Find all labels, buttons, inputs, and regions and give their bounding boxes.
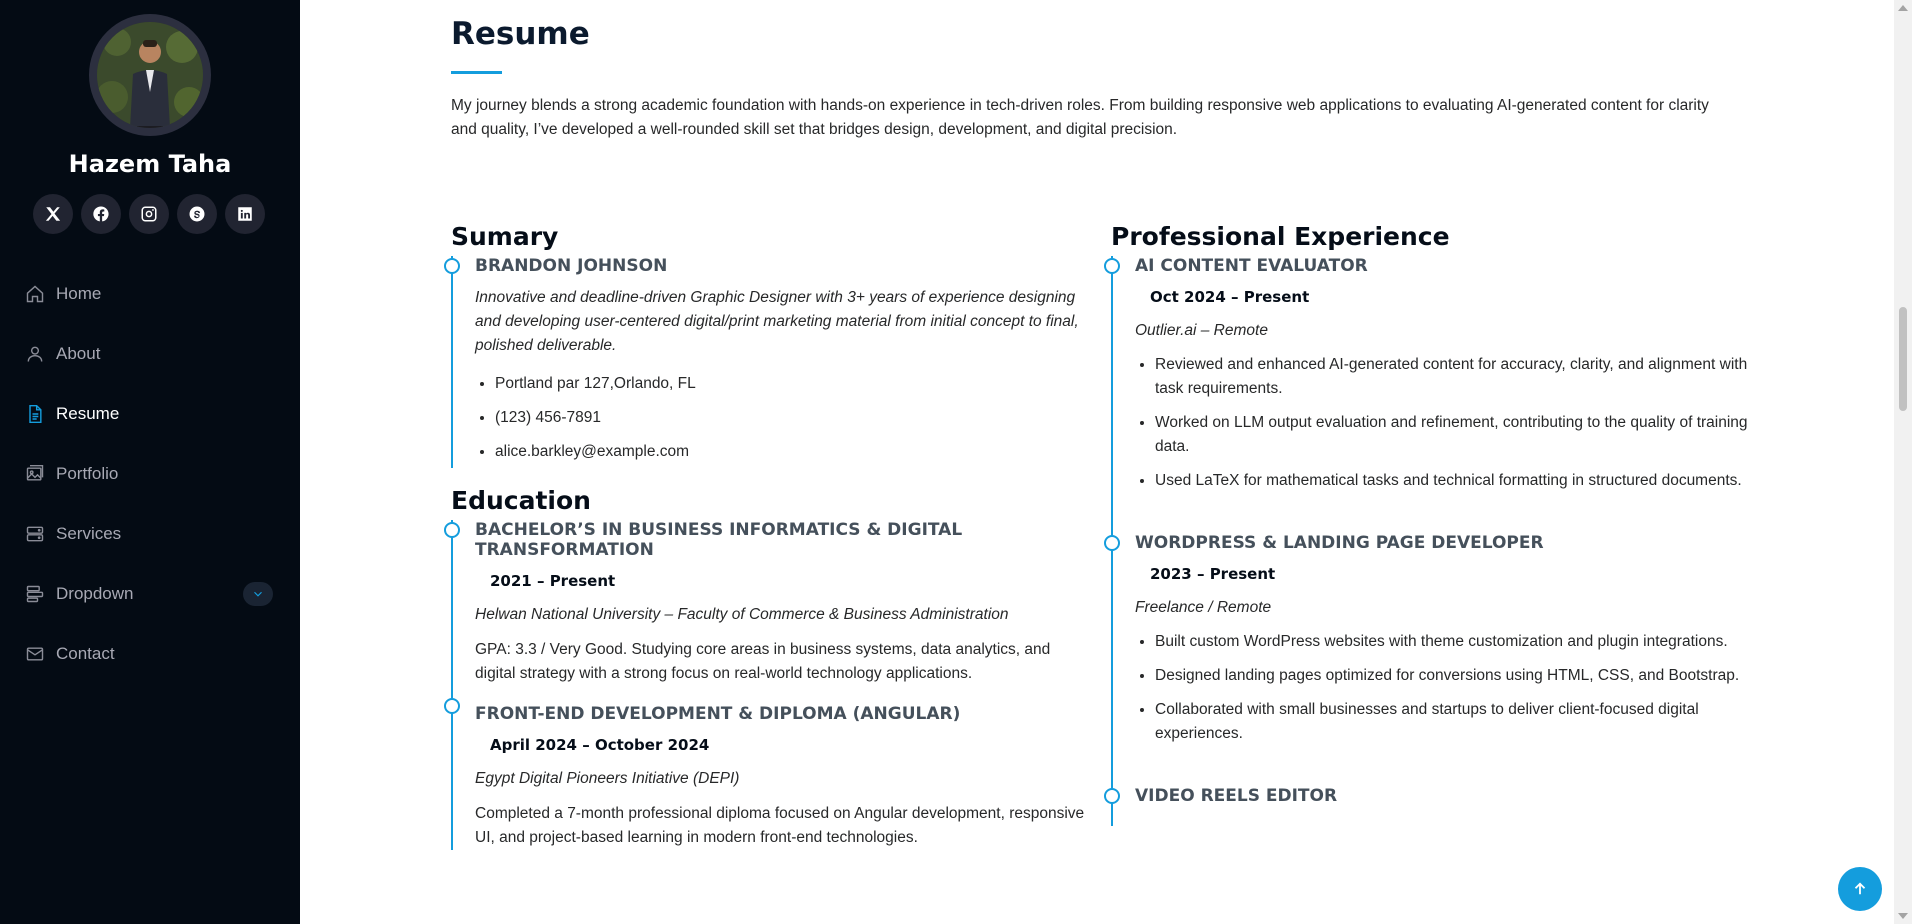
- resume-left-column: [451, 222, 1091, 850]
- experience-bullet: • Used LaTeX for mathematical tasks and technical formatting in structured documents.: [1155, 469, 1751, 493]
- experience-date: 2023 – Present: [1150, 565, 1276, 583]
- experience-item: [1111, 256, 1751, 533]
- education-item: [451, 520, 1091, 696]
- summary-address: • Portland par 127,Orlando, FL: [495, 372, 1091, 396]
- hdd-stack-icon: [24, 523, 46, 545]
- experience-bullets: [1135, 353, 1751, 493]
- instagram-link[interactable]: [129, 194, 169, 234]
- linkedin-link[interactable]: [225, 194, 265, 234]
- experience-bullet: • Designed landing pages optimized for conversions using HTML, CSS, and Bootstrap.: [1155, 664, 1751, 688]
- education-desc: Completed a 7-month professional diploma focused on Angular development, responsive UI, and project-based learning in modern front-end technologies.: [475, 805, 1085, 846]
- scrollbar-thumb[interactable]: [1899, 307, 1907, 411]
- facebook-link[interactable]: [81, 194, 121, 234]
- experience-bullet: • Built custom WordPress websites with theme customization and plugin integrations.: [1155, 630, 1751, 654]
- education-heading: Education: [451, 486, 591, 515]
- scroll-up-arrow-icon[interactable]: [1898, 5, 1908, 11]
- experience-date: Oct 2024 – Present: [1150, 288, 1310, 306]
- experience-bullet: • Reviewed and enhanced AI-generated content for accuracy, clarity, and alignment with task requirements.: [1155, 353, 1751, 401]
- summary-item: [451, 256, 1091, 468]
- house-icon: [24, 283, 46, 305]
- skype-link[interactable]: [177, 194, 217, 234]
- sidebar-nav: [0, 264, 300, 684]
- dropdown-toggle[interactable]: [243, 582, 273, 606]
- education-date: April 2024 – October 2024: [490, 736, 710, 754]
- resume-intro: My journey blends a strong academic foundation with hands-on experience in tech-driven roles. From building responsive web applications to evaluating AI-generated content for clarity and quality, I’ve developed a well-rounded skill set that bridges design, development, and digital precision.: [451, 97, 1709, 138]
- nav-label-portfolio: Portfolio: [56, 464, 119, 483]
- page-scrollbar[interactable]: [1894, 0, 1912, 924]
- instagram-icon: [140, 205, 158, 223]
- nav-item-contact[interactable]: [0, 624, 300, 684]
- experience-title: VIDEO REELS EDITOR: [1135, 786, 1338, 806]
- sidebar: [0, 0, 300, 924]
- education-desc: GPA: 3.3 / Very Good. Studying core areas in business systems, data analytics, and digital strategy with a strong focus on real-world technology applications.: [475, 641, 1051, 682]
- experience-item: [1111, 533, 1751, 786]
- profile-name: Hazem Taha: [68, 150, 232, 178]
- experience-bullet: • Collaborated with small businesses and startups to deliver client-focused digital experiences.: [1155, 698, 1751, 746]
- nav-label-services: Services: [56, 524, 122, 543]
- nav-label-resume: Resume: [56, 404, 120, 423]
- experience-item: [1111, 786, 1751, 826]
- experience-org: Outlier.ai – Remote: [1135, 322, 1268, 339]
- x-twitter-link[interactable]: [33, 194, 73, 234]
- experience-bullets: [1135, 630, 1751, 746]
- envelope-icon: [24, 643, 46, 665]
- arrow-up-icon: [1851, 880, 1869, 898]
- linkedin-icon: [236, 205, 254, 223]
- experience-title: WORDPRESS & LANDING PAGE DEVELOPER: [1135, 533, 1544, 553]
- nav-label-contact: Contact: [56, 644, 115, 663]
- summary-email: • alice.barkley@example.com: [495, 440, 1091, 464]
- x-twitter-icon: [44, 205, 62, 223]
- file-text-icon: [24, 403, 46, 425]
- nav-item-about[interactable]: [0, 324, 300, 384]
- images-icon: [24, 463, 46, 485]
- nav-label-about: About: [56, 344, 101, 363]
- person-icon: [24, 343, 46, 365]
- page-title: Resume: [451, 16, 590, 52]
- resume-right-column: [1111, 222, 1751, 826]
- summary-phone: • (123) 456-7891: [495, 406, 1091, 430]
- social-links: [33, 194, 265, 234]
- skype-icon: [188, 205, 206, 223]
- summary-heading: Sumary: [451, 222, 559, 251]
- nav-item-portfolio[interactable]: [0, 444, 300, 504]
- education-title: FRONT-END DEVELOPMENT & DIPLOMA (ANGULAR): [475, 704, 961, 724]
- experience-title: AI CONTENT EVALUATOR: [1135, 256, 1368, 276]
- nav-item-services[interactable]: [0, 504, 300, 564]
- experience-org: Freelance / Remote: [1135, 599, 1272, 616]
- experience-bullet: • Worked on LLM output evaluation and refinement, contributing to the quality of training data.: [1155, 411, 1751, 459]
- nav-item-home[interactable]: [0, 264, 300, 324]
- back-to-top-button[interactable]: [1838, 867, 1882, 911]
- menu-list-icon: [24, 583, 46, 605]
- education-title: BACHELOR’S IN BUSINESS INFORMATICS & DIGITAL TRANSFORMATION: [475, 520, 963, 560]
- facebook-icon: [92, 205, 110, 223]
- education-org: Egypt Digital Pioneers Initiative (DEPI): [475, 770, 740, 787]
- main-content: [300, 0, 1894, 924]
- summary-name: BRANDON JOHNSON: [475, 256, 668, 276]
- education-org: Helwan National University – Faculty of Commerce & Business Administration: [475, 606, 1009, 623]
- education-item: [451, 696, 1091, 850]
- education-date: 2021 – Present: [490, 572, 616, 590]
- scroll-down-arrow-icon[interactable]: [1898, 913, 1908, 919]
- summary-details: [475, 372, 1091, 464]
- profile-photo: [97, 22, 203, 128]
- nav-item-resume[interactable]: [0, 384, 300, 444]
- nav-item-dropdown[interactable]: [0, 564, 300, 624]
- profile-avatar: [89, 14, 211, 136]
- experience-heading: Professional Experience: [1111, 222, 1450, 251]
- nav-label-dropdown: Dropdown: [56, 584, 134, 603]
- nav-label-home: Home: [56, 284, 102, 303]
- summary-text: Innovative and deadline-driven Graphic Designer with 3+ years of experience designing and developing user-centered digital/print marketing material from initial concept to final, polished deliverable.: [475, 289, 1079, 354]
- title-underline: [451, 71, 502, 74]
- chevron-down-icon: [251, 587, 265, 601]
